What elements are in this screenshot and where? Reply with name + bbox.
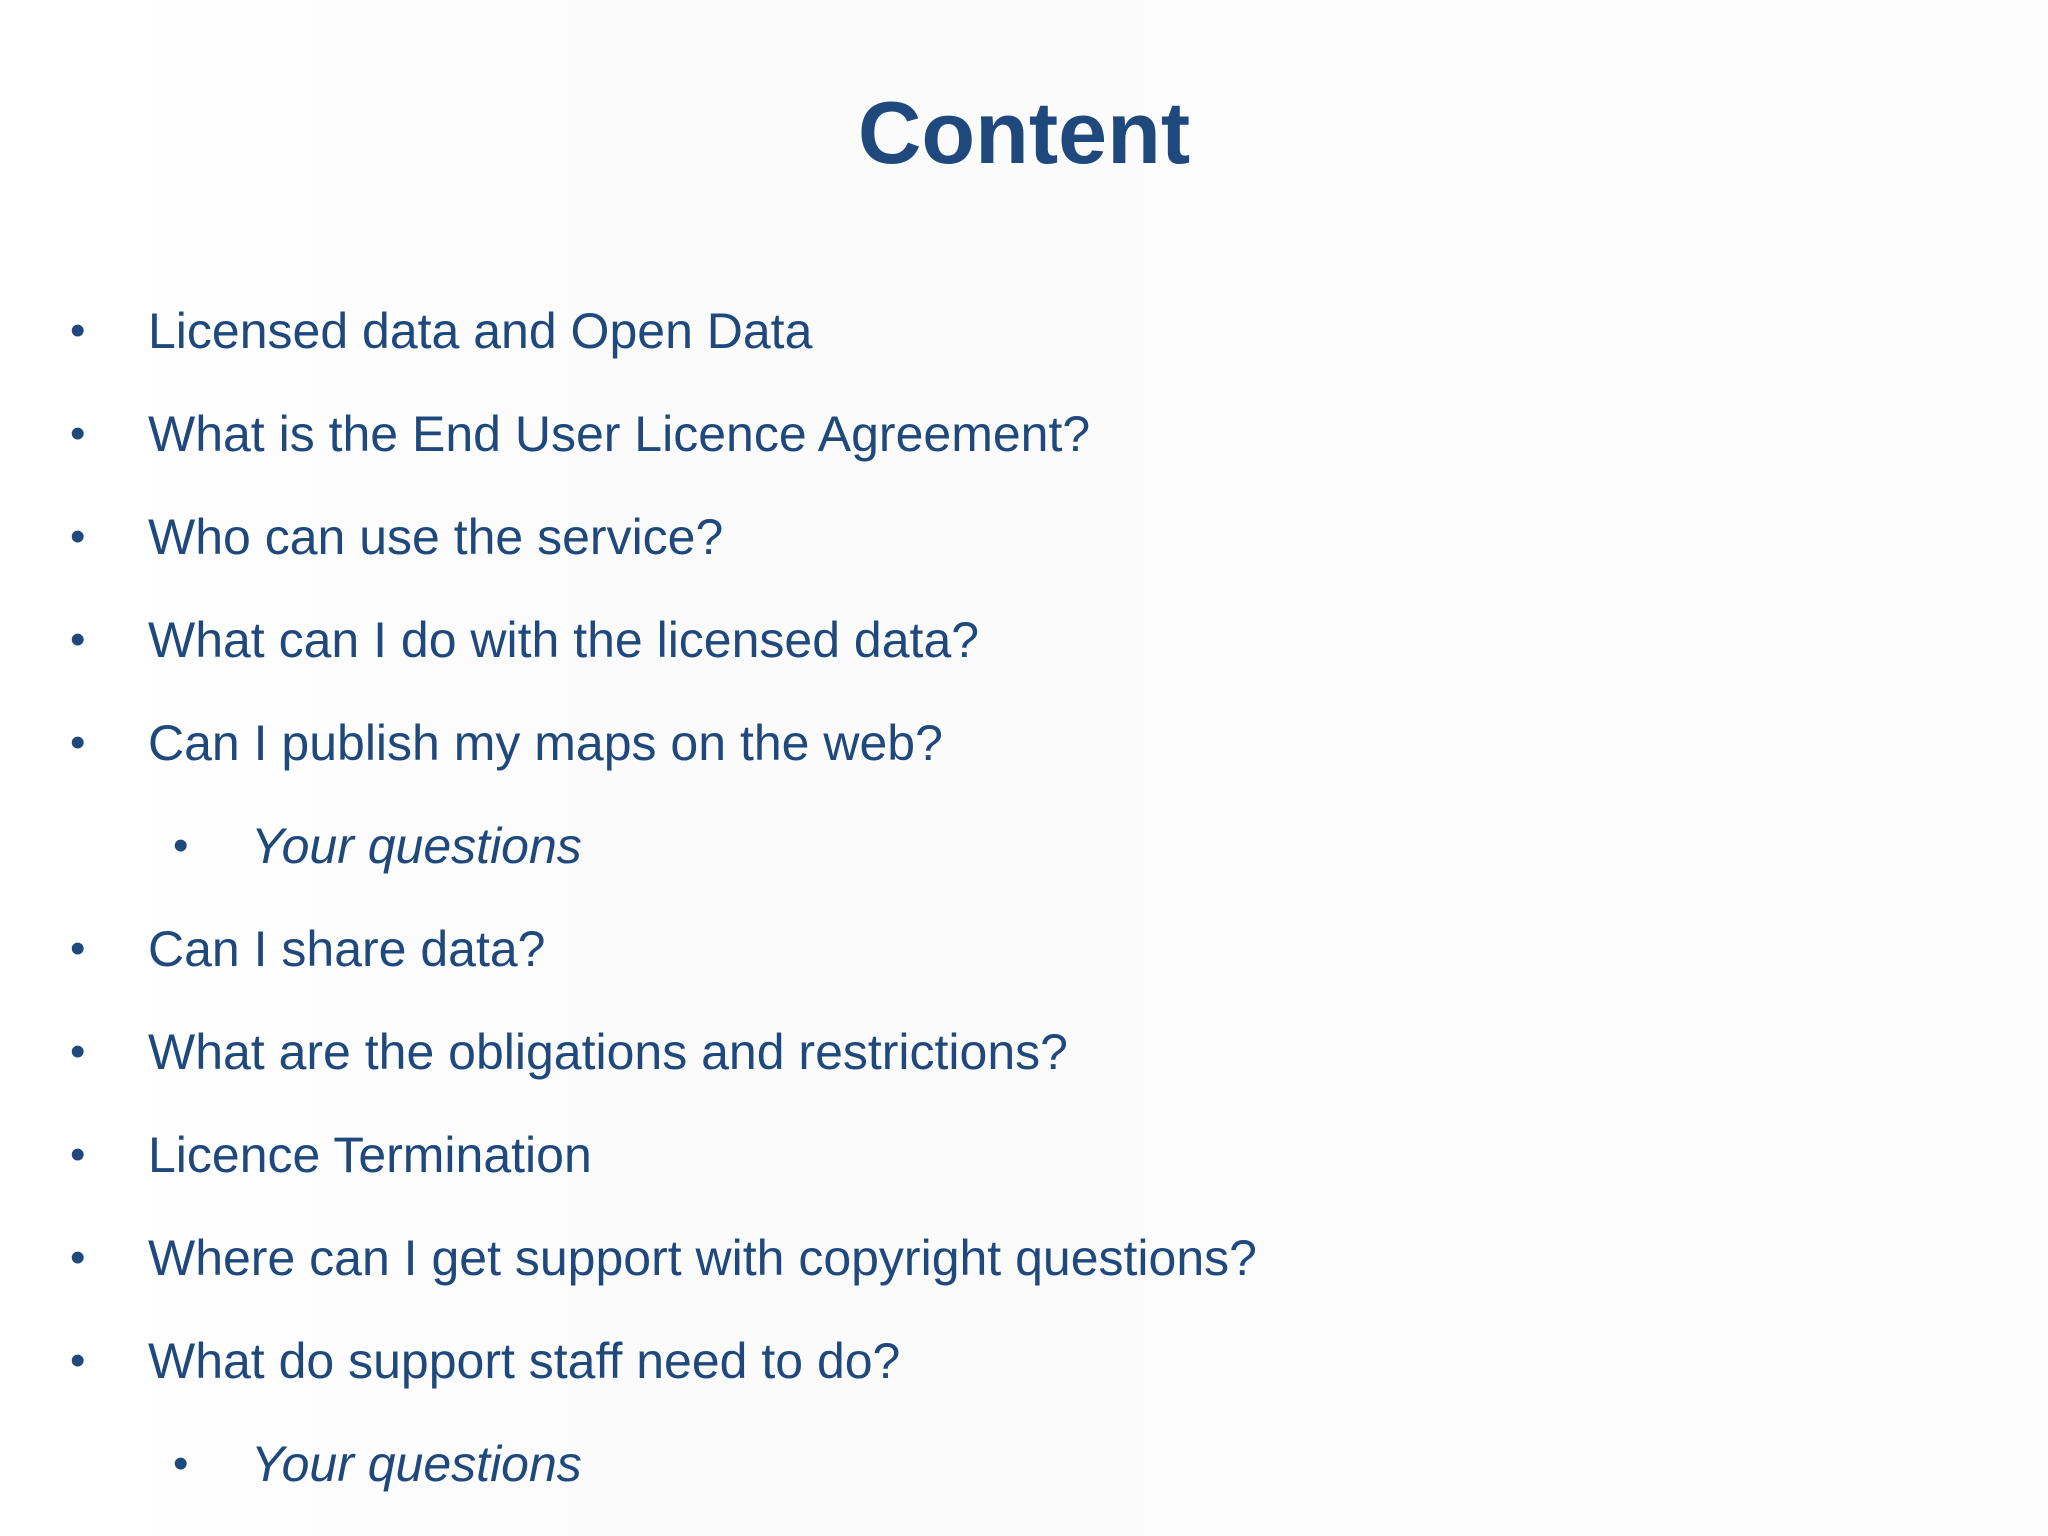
bullet-text: Can I publish my maps on the web? <box>148 715 943 771</box>
bullet-text: What can I do with the licensed data? <box>148 612 980 668</box>
bullet-text: What do support staff need to do? <box>148 1333 901 1389</box>
bullet-dot-icon: • <box>70 924 86 973</box>
bullet-text: Who can use the service? <box>148 509 724 565</box>
bullet-text: What are the obligations and restrictions? <box>148 1024 1068 1080</box>
bullet-text: What is the End User Licence Agreement? <box>148 406 1091 462</box>
bullet-dot-icon: • <box>70 1336 86 1385</box>
sub-bullet-text: Your questions <box>251 1436 582 1492</box>
sub-bullet-text: Your questions <box>251 818 582 874</box>
bullet-dot-icon: • <box>173 1439 189 1488</box>
bullet-dot-icon: • <box>70 306 86 355</box>
bullet-dot-icon: • <box>70 409 86 458</box>
bullet-text: Licence Termination <box>148 1127 592 1183</box>
bullet-dot-icon: • <box>70 1027 86 1076</box>
bullet-text: Can I share data? <box>148 921 546 977</box>
bullet-dot-icon: • <box>70 615 86 664</box>
bullet-dot-icon: • <box>70 718 86 767</box>
slide-title: Content <box>857 83 1191 182</box>
bullet-text: Where can I get support with copyright questions? <box>148 1230 1257 1286</box>
bullet-dot-icon: • <box>70 512 86 561</box>
bullet-dot-icon: • <box>70 1130 86 1179</box>
bullet-dot-icon: • <box>70 1233 86 1282</box>
bullet-dot-icon: • <box>173 821 189 870</box>
bullet-text: Licensed data and Open Data <box>148 303 813 359</box>
